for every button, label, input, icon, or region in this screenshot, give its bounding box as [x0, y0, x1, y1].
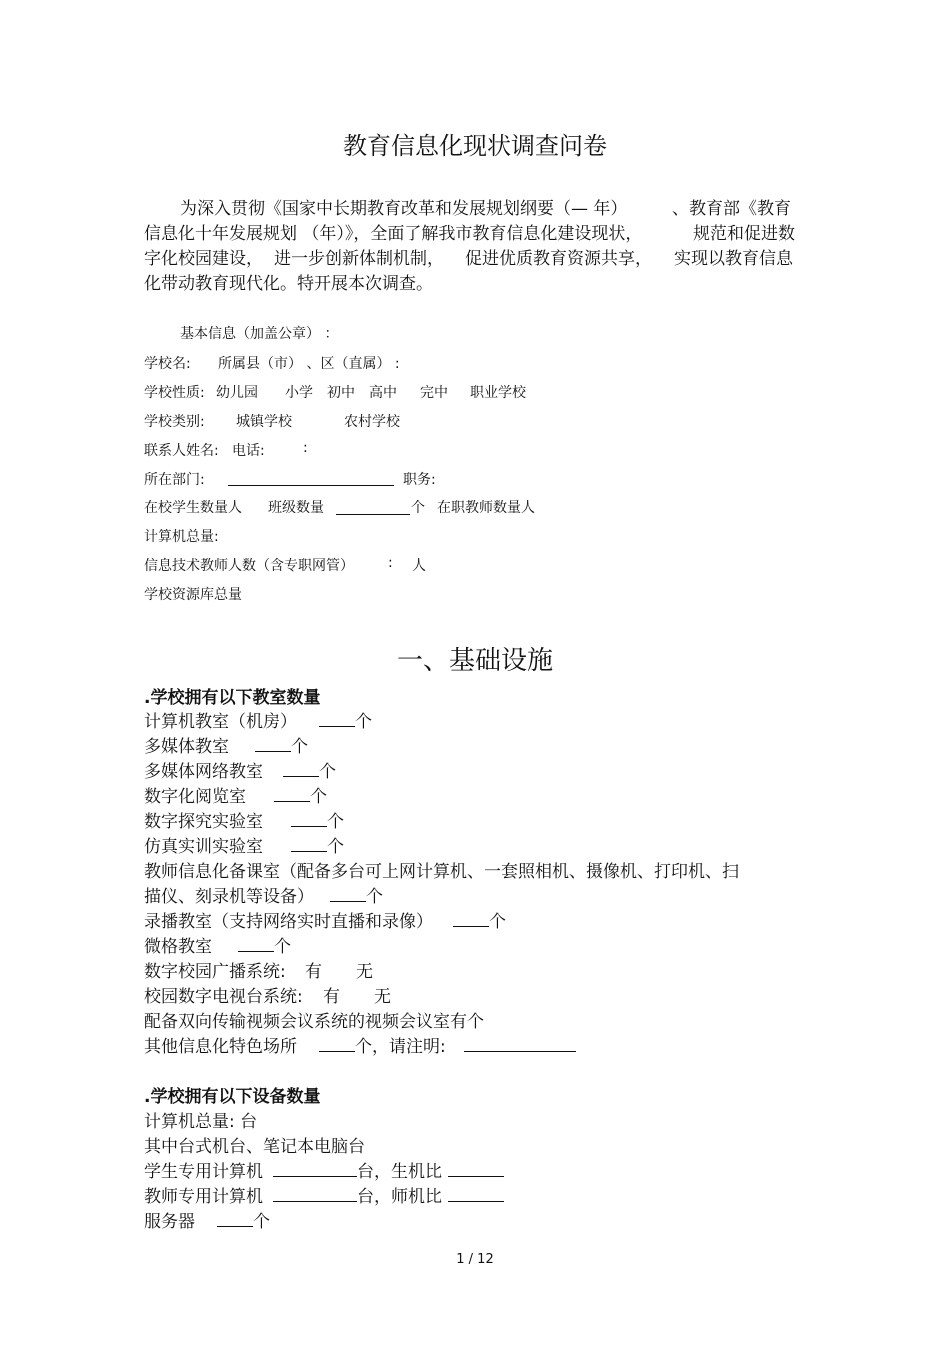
intro-line-2a: 信息化十年发展规划 （年）》，全面了解我市教育信息化建设现状，: [144, 224, 643, 244]
nature-option: 职业学校: [470, 385, 526, 401]
servers-label: 服务器: [144, 1212, 195, 1232]
prep-room-line-2: [144, 882, 383, 907]
q2-title: .学校拥有以下设备数量: [144, 1087, 321, 1107]
room-unit: 个: [291, 737, 308, 757]
ratio-blank[interactable]: [448, 1187, 504, 1202]
intro-line-3a: 字化校园建设，: [144, 249, 263, 269]
other-venue-blank[interactable]: [464, 1037, 576, 1052]
intro-line-3b: 进一步创新体制机制，: [274, 249, 444, 269]
count-blank[interactable]: [319, 712, 355, 727]
teacher-computers-tail: 台，师机比: [357, 1187, 442, 1207]
basic-info-header: 基本信息（加盖公章） ：: [180, 326, 339, 342]
room-unit: 个: [355, 712, 372, 732]
classes-label: 班级数量: [268, 500, 324, 516]
room-unit: 个: [274, 937, 291, 957]
intro-line-4: 化带动教育现代化。特开展本次调查。: [144, 274, 433, 294]
nature-option: 完中: [420, 385, 448, 401]
nature-option: 小学: [285, 385, 313, 401]
intro-line-2b: 规范和促进数: [693, 224, 795, 244]
ratio-blank[interactable]: [448, 1162, 504, 1177]
department-blank[interactable]: [228, 485, 394, 486]
micro-room: [144, 932, 291, 957]
count-blank[interactable]: [255, 737, 291, 752]
room-label: 数字探究实验室: [144, 812, 263, 832]
room-item: [144, 732, 308, 757]
teacher-computers: [144, 1182, 504, 1207]
count-blank[interactable]: [217, 1212, 253, 1227]
page-title: 教育信息化现状调查问卷: [343, 132, 607, 160]
phone-label: 电话:: [232, 443, 265, 459]
record-room: [144, 907, 506, 932]
prep-room-line-1: 教师信息化备课室（配备多台可上网计算机、一套照相机、摄像机、打印机、扫: [144, 862, 739, 882]
other-venue: [144, 1032, 576, 1057]
page-number: 1 / 12: [456, 1252, 494, 1267]
students-label: 在校学生数量人: [144, 500, 242, 516]
other-venue-label: 其他信息化特色场所: [144, 1037, 297, 1057]
broadcast-label: 数字校园广播系统:: [144, 962, 286, 982]
count-blank[interactable]: [274, 787, 310, 802]
prep-room-label: 描仪、刻录机等设备）: [144, 887, 314, 907]
record-room-label: 录播教室（支持网络实时直播和录像）: [144, 912, 433, 932]
nature-option: 初中: [327, 385, 355, 401]
count-blank[interactable]: [273, 1187, 357, 1202]
q1-title: .学校拥有以下教室数量: [144, 688, 321, 708]
room-unit: 个: [366, 887, 383, 907]
broadcast-no[interactable]: 无: [356, 962, 373, 982]
duty-label: 职务:: [403, 472, 436, 488]
phone-colon: :: [303, 440, 308, 456]
tv-yes[interactable]: 有: [323, 987, 340, 1007]
it-teachers-colon: :: [388, 555, 393, 571]
video-conf-label: 配备双向传输视频会议系统的视频会议室有个: [144, 1012, 484, 1032]
count-blank[interactable]: [330, 887, 366, 902]
student-computers: [144, 1157, 504, 1182]
county-label: 所属县（市） 、区（直属） :: [218, 356, 400, 372]
contact-name-label: 联系人姓名:: [144, 443, 219, 459]
resource-label: 学校资源库总量: [144, 587, 242, 603]
other-venue-tail: 个，请注明:: [355, 1037, 446, 1057]
section-title: 一、基础设施: [396, 646, 553, 676]
nature-option: 幼儿园: [216, 385, 258, 401]
count-blank[interactable]: [291, 812, 327, 827]
room-unit: 个: [327, 837, 344, 857]
room-label: 仿真实训实验室: [144, 837, 263, 857]
room-item: [144, 807, 344, 832]
classes-blank[interactable]: [336, 514, 410, 515]
room-unit: 个: [319, 762, 336, 782]
room-item: [144, 757, 336, 782]
servers-unit: 个: [253, 1212, 270, 1232]
intro-line-3d: 实现以教育信息: [674, 249, 793, 269]
intro-line-1b: 、教育部《教育: [672, 199, 791, 219]
room-label: 计算机教室（机房）: [144, 712, 297, 732]
micro-room-label: 微格教室: [144, 937, 212, 957]
classes-unit: 个: [411, 500, 425, 516]
servers: [144, 1207, 270, 1232]
school-category-label: 学校类别:: [144, 414, 205, 430]
room-unit: 个: [327, 812, 344, 832]
it-teachers-unit: 人: [412, 558, 426, 574]
tv-label: 校园数字电视台系统:: [144, 987, 303, 1007]
count-blank[interactable]: [283, 762, 319, 777]
student-computers-label: 学生专用计算机: [144, 1162, 263, 1182]
category-option: 农村学校: [344, 414, 400, 430]
computer-total-line: 计算机总量: 台: [144, 1112, 258, 1132]
it-teachers-label: 信息技术教师人数（含专职网管）: [144, 558, 354, 574]
teacher-computers-label: 教师专用计算机: [144, 1187, 263, 1207]
room-label: 数字化阅览室: [144, 787, 246, 807]
school-name-label: 学校名:: [144, 356, 191, 372]
teachers-label: 在职教师数量人: [437, 500, 535, 516]
room-unit: 个: [489, 912, 506, 932]
school-nature-label: 学校性质:: [144, 385, 205, 401]
category-option: 城镇学校: [236, 414, 292, 430]
tv-no[interactable]: 无: [374, 987, 391, 1007]
count-blank[interactable]: [453, 912, 489, 927]
intro-line-3c: 促进优质教育资源共享，: [465, 249, 652, 269]
student-computers-tail: 台，生机比: [357, 1162, 442, 1182]
intro-line-1a: 为深入贯彻《国家中长期教育改革和发展规划纲要（— 年）: [180, 199, 628, 219]
room-label: 多媒体网络教室: [144, 762, 263, 782]
computers-total-label: 计算机总量:: [144, 529, 219, 545]
room-item: [144, 707, 372, 732]
desktop-laptop-line: 其中台式机台、笔记本电脑台: [144, 1137, 365, 1157]
count-blank[interactable]: [273, 1162, 357, 1177]
room-item: [144, 832, 344, 857]
room-item: [144, 782, 327, 807]
count-blank[interactable]: [291, 837, 327, 852]
count-blank[interactable]: [238, 937, 274, 952]
room-unit: 个: [310, 787, 327, 807]
department-label: 所在部门:: [144, 472, 205, 488]
count-blank[interactable]: [319, 1037, 355, 1052]
nature-option: 高中: [369, 385, 397, 401]
broadcast-yes[interactable]: 有: [305, 962, 322, 982]
room-label: 多媒体教室: [144, 737, 229, 757]
